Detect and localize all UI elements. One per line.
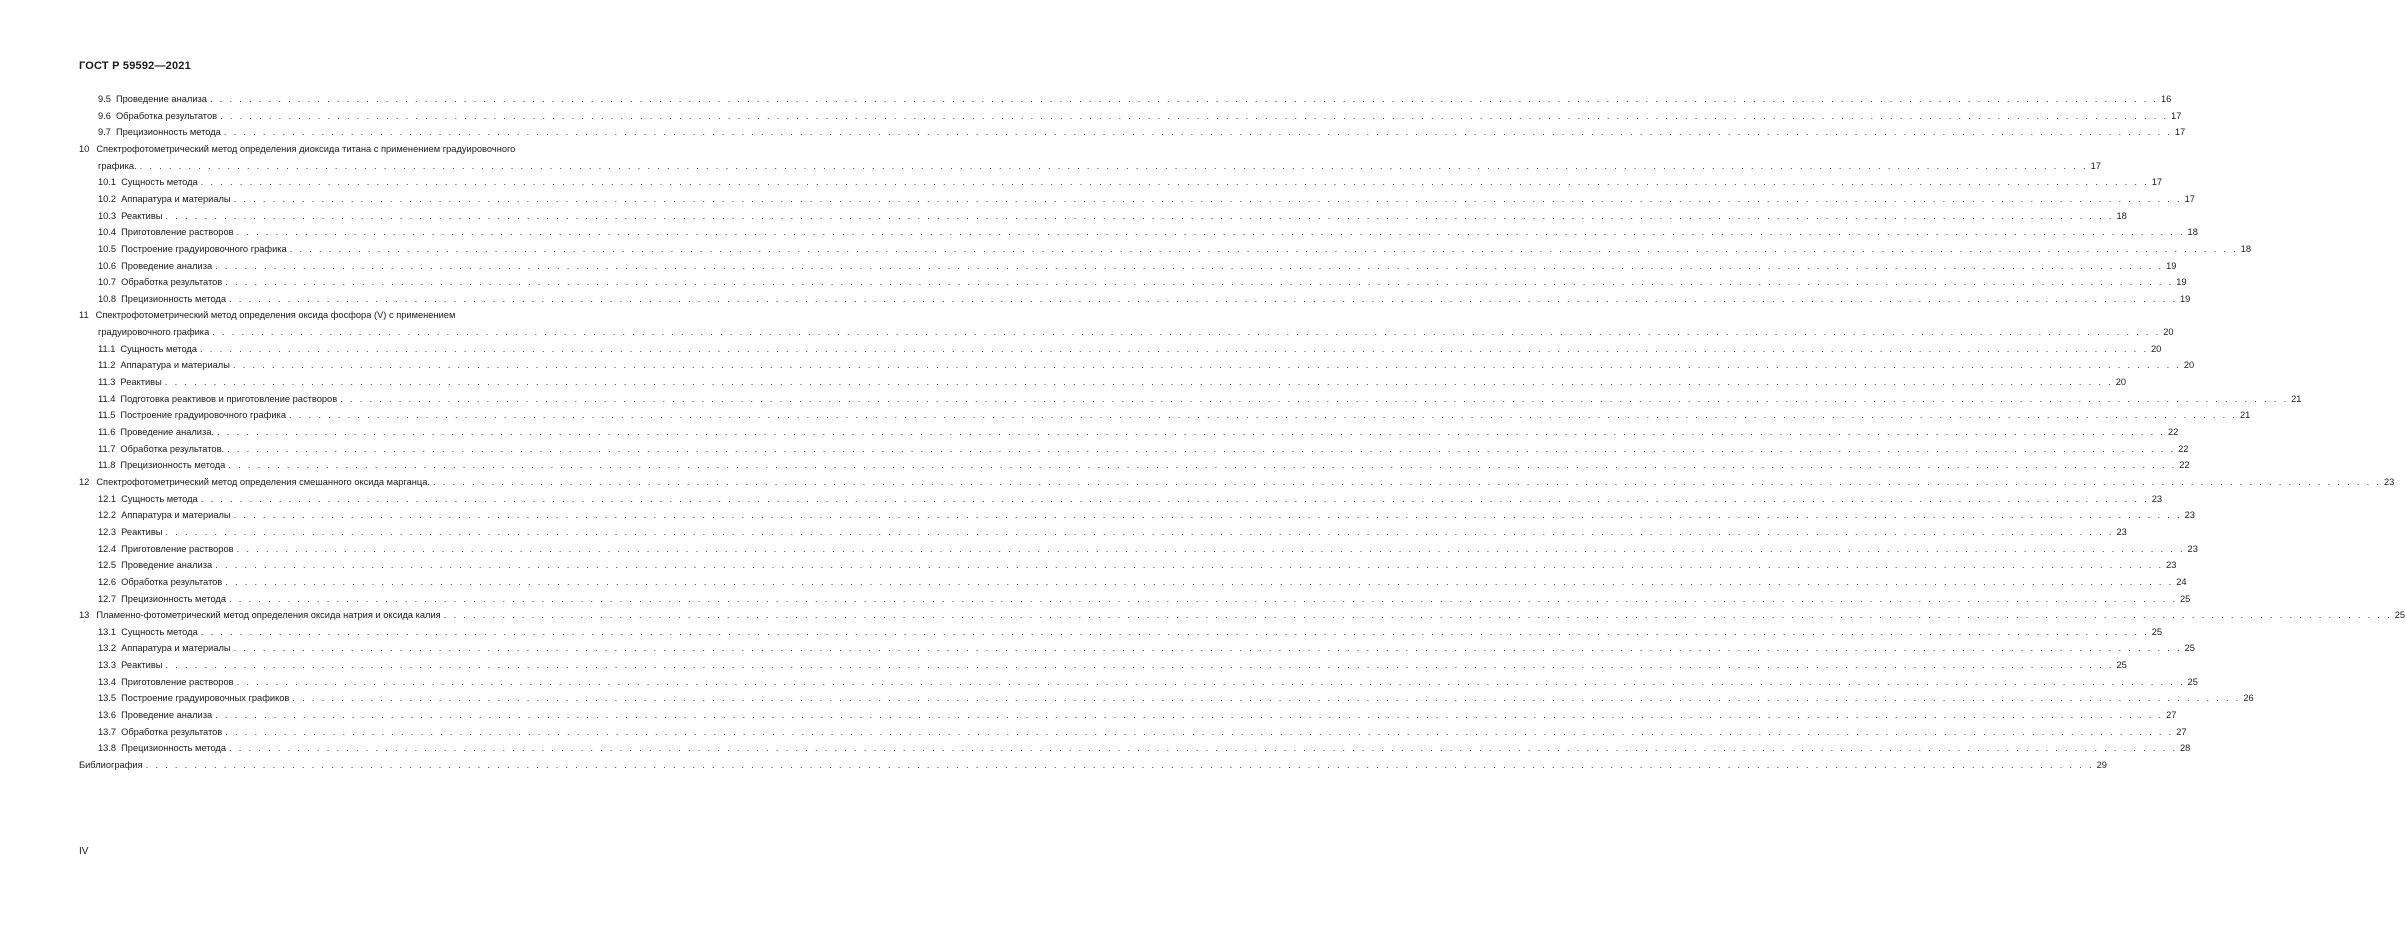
toc-entry-title: Проведение анализа [121, 560, 213, 571]
toc-entry-title: Сущность метода [120, 343, 198, 354]
toc-entry-number: 11.3 [98, 377, 116, 388]
toc-entry-number: 12.2 [98, 510, 117, 521]
toc-entry-title: Аппаратура и материалы [121, 193, 231, 204]
toc-entry-number: 11.5 [98, 410, 116, 421]
toc-entry [98, 708, 2177, 722]
toc-entry-title: Спектрофотометрический метод определения смешанного оксида марганца. [96, 476, 430, 487]
toc-entry-number: 10.1 [98, 177, 117, 188]
toc-entry-title: Прецизионность метода [115, 127, 221, 138]
toc-entry-title: Прецизионность метода [121, 593, 227, 604]
toc-entry-title: графика. [98, 160, 137, 171]
toc-entry [98, 375, 2127, 389]
toc-entry [98, 691, 2254, 705]
toc-entry [79, 758, 2107, 772]
toc-entry-title: Обработка результатов [121, 576, 223, 587]
toc-entry [79, 608, 2405, 622]
toc-dot-leader: . . . . . . . . . . . . . . . . . . . . . . . . . . . . . . . . . . . . . . . . . . . . . . . . . . . . . . . . . . . . . . . . . . . . . . . . . . . . . . . . . . . . . . . . . . . . . . . . . . . . . . . . . . . . . . . . . . . . . . . . . . . . . . . . . . . . . . . . . . . . . . . . . . . . . . . . . . . . . . . . . . . . . . . . . . . . . . . . . . . . . . . . . . . . . . . . . . . . . . . . [145, 760, 2094, 770]
toc-dot-leader: . . . . . . . . . . . . . . . . . . . . . . . . . . . . . . . . . . . . . . . . . . . . . . . . . . . . . . . . . . . . . . . . . . . . . . . . . . . . . . . . . . . . . . . . . . . . . . . . . . . . . . . . . . . . . . . . . . . . . . . . . . . . . . . . . . . . . . . . . . . . . . . . . . . . . . . . . . . . . . . . . . . . . . . . . . . . . . . . . . . . . . . . . . . . . . . . . . . . . . . . [164, 377, 2114, 388]
toc-entry-page: 17 [2174, 127, 2186, 138]
toc-dot-leader: . . . . . . . . . . . . . . . . . . . . . . . . . . . . . . . . . . . . . . . . . . . . . . . . . . . . . . . . . . . . . . . . . . . . . . . . . . . . . . . . . . . . . . . . . . . . . . . . . . . . . . . . . . . . . . . . . . . . . . . . . . . . . . . . . . . . . . . . . . . . . . . . . . . . . . . . . . . . . . . . . . . . . . . . . . . . . . . . . . . . . . . . . . . . . . . . . . . . . . . . [233, 193, 2182, 204]
toc-dot-leader: . . . . . . . . . . . . . . . . . . . . . . . . . . . . . . . . . . . . . . . . . . . . . . . . . . . . . . . . . . . . . . . . . . . . . . . . . . . . . . . . . . . . . . . . . . . . . . . . . . . . . . . . . . . . . . . . . . . . . . . . . . . . . . . . . . . . . . . . . . . . . . . . . . . . . . . . . . . . . . . . . . . . . . . . . . . . . . . . . . . . . . . . . . . . . . . . . . . . . . . . [229, 593, 2178, 604]
page-number: IV [79, 846, 89, 857]
toc-entry [98, 658, 2127, 672]
toc-entry-title: Проведение анализа [115, 94, 207, 104]
toc-entry-number: 10 [79, 143, 90, 154]
toc-entry [98, 508, 2195, 522]
toc-dot-leader: . . . . . . . . . . . . . . . . . . . . . . . . . . . . . . . . . . . . . . . . . . . . . . . . . . . . . . . . . . . . . . . . . . . . . . . . . . . . . . . . . . . . . . . . . . . . . . . . . . . . . . . . . . . . . . . . . . . . . . . . . . . . . . . . . . . . . . . . . . . . . . . . . . . . . . . . . . . . . . . . . . . . . . . . . . . . . . . . . . . . . . . . . . . . . . . . . . . . . . . . [289, 410, 2238, 421]
toc-dot-leader: . . . . . . . . . . . . . . . . . . . . . . . . . . . . . . . . . . . . . . . . . . . . . . . . . . . . . . . . . . . . . . . . . . . . . . . . . . . . . . . . . . . . . . . . . . . . . . . . . . . . . . . . . . . . . . . . . . . . . . . . . . . . . . . . . . . . . . . . . . . . . . . . . . . . . . . . . . . . . . . . . . . . . . . . . . . . . . . . . . . . . . . . . . . . . . . . . . . . . . . . [212, 327, 2161, 338]
toc-entry-number: 11.1 [98, 343, 116, 354]
toc-entry-number: 10.3 [98, 210, 117, 221]
toc-entry-number: 12.3 [98, 526, 117, 537]
toc-entry [98, 159, 2101, 173]
toc-entry-number: 12.4 [98, 543, 117, 554]
toc-entry-title: Пламенно-фотометрический метод определения оксида натрия и оксида калия [96, 610, 441, 621]
toc-entry-page: 23 [2383, 476, 2395, 487]
toc-entry-page: 29 [2096, 760, 2107, 770]
toc-entry-title: Аппаратура и материалы [121, 510, 231, 521]
toc-entry-page: 17 [2171, 110, 2182, 121]
toc-dot-leader: . . . . . . . . . . . . . . . . . . . . . . . . . . . . . . . . . . . . . . . . . . . . . . . . . . . . . . . . . . . . . . . . . . . . . . . . . . . . . . . . . . . . . . . . . . . . . . . . . . . . . . . . . . . . . . . . . . . . . . . . . . . . . . . . . . . . . . . . . . . . . . . . . . . . . . . . . . . . . . . . . . . . . . . . . . . . . . . . . . . . . . . . . . . . . . . . . . . . . . . . [229, 743, 2178, 754]
toc-entry-number: 10.7 [98, 277, 117, 288]
toc-entry-number: 11 [79, 310, 89, 321]
toc-entry-page: 18 [2187, 227, 2198, 238]
toc-entry [98, 592, 2191, 606]
toc-dot-leader: . . . . . . . . . . . . . . . . . . . . . . . . . . . . . . . . . . . . . . . . . . . . . . . . . . . . . . . . . . . . . . . . . . . . . . . . . . . . . . . . . . . . . . . . . . . . . . . . . . . . . . . . . . . . . . . . . . . . . . . . . . . . . . . . . . . . . . . . . . . . . . . . . . . . . . . . . . . . . . . . . . . . . . . . . . . . . . . . . . . . . . . . . . . . . . . . . . . . . . . . [292, 693, 2241, 704]
toc-entry-number: 12 [79, 476, 90, 487]
toc-dot-leader: . . . . . . . . . . . . . . . . . . . . . . . . . . . . . . . . . . . . . . . . . . . . . . . . . . . . . . . . . . . . . . . . . . . . . . . . . . . . . . . . . . . . . . . . . . . . . . . . . . . . . . . . . . . . . . . . . . . . . . . . . . . . . . . . . . . . . . . . . . . . . . . . . . . . . . . . . . . . . . . . . . . . . . . . . . . . . . . . . . . . . . . . . . . . . . . . . . . . . . . . [200, 177, 2150, 188]
toc-dot-leader: . . . . . . . . . . . . . . . . . . . . . . . . . . . . . . . . . . . . . . . . . . . . . . . . . . . . . . . . . . . . . . . . . . . . . . . . . . . . . . . . . . . . . . . . . . . . . . . . . . . . . . . . . . . . . . . . . . . . . . . . . . . . . . . . . . . . . . . . . . . . . . . . . . . . . . . . . . . . . . . . . . . . . . . . . . . . . . . . . . . . . . . . . . . . . . . . . . . . . . . . [215, 260, 2164, 271]
toc-entry [98, 259, 2177, 273]
toc-entry [98, 342, 2162, 356]
toc-entry-page: 18 [2116, 210, 2127, 221]
toc-entry-page: 23 [2187, 543, 2198, 554]
toc-entry-number: 10.6 [98, 260, 117, 271]
toc-entry-page: 21 [2239, 410, 2251, 421]
toc-entry [98, 275, 2187, 289]
toc-entry [98, 109, 2182, 123]
toc-entry-page: 17 [2151, 177, 2163, 188]
toc-dot-leader: . . . . . . . . . . . . . . . . . . . . . . . . . . . . . . . . . . . . . . . . . . . . . . . . . . . . . . . . . . . . . . . . . . . . . . . . . . . . . . . . . . . . . . . . . . . . . . . . . . . . . . . . . . . . . . . . . . . . . . . . . . . . . . . . . . . . . . . . . . . . . . . . . . . . . . . . . . . . . . . . . . . . . . . . . . . . . . . . . . . . . . . . . . . . . . . . . . . . . . . . [443, 610, 2393, 621]
toc-entry [98, 408, 2251, 422]
toc-entry-page: 17 [2184, 193, 2195, 204]
toc-entry-number: 9.6 [98, 110, 111, 121]
toc-dot-leader: . . . . . . . . . . . . . . . . . . . . . . . . . . . . . . . . . . . . . . . . . . . . . . . . . . . . . . . . . . . . . . . . . . . . . . . . . . . . . . . . . . . . . . . . . . . . . . . . . . . . . . . . . . . . . . . . . . . . . . . . . . . . . . . . . . . . . . . . . . . . . . . . . . . . . . . . . . . . . . . . . . . . . . . . . . . . . . . . . . . . . . . . . . . . . . . . . . . . . . . . [232, 360, 2182, 371]
toc-entry-title: Реактивы [121, 210, 163, 221]
toc-entry-page: 27 [2176, 726, 2187, 737]
toc-entry-number: 13.5 [98, 693, 117, 704]
toc-entry-title: Проведение анализа. [120, 427, 215, 437]
toc-entry-number: 13.2 [98, 643, 117, 654]
toc-entry-title: Обработка результатов [121, 726, 223, 737]
toc-entry-page: 26 [2243, 693, 2254, 704]
toc-entry [98, 625, 2163, 639]
toc-dot-leader: . . . . . . . . . . . . . . . . . . . . . . . . . . . . . . . . . . . . . . . . . . . . . . . . . . . . . . . . . . . . . . . . . . . . . . . . . . . . . . . . . . . . . . . . . . . . . . . . . . . . . . . . . . . . . . . . . . . . . . . . . . . . . . . . . . . . . . . . . . . . . . . . . . . . . . . . . . . . . . . . . . . . . . . . . . . . . . . . . . . . . . . . . . . . . . . . . . . . . . . . [432, 476, 2382, 487]
toc-dot-leader: . . . . . . . . . . . . . . . . . . . . . . . . . . . . . . . . . . . . . . . . . . . . . . . . . . . . . . . . . . . . . . . . . . . . . . . . . . . . . . . . . . . . . . . . . . . . . . . . . . . . . . . . . . . . . . . . . . . . . . . . . . . . . . . . . . . . . . . . . . . . . . . . . . . . . . . . . . . . . . . . . . . . . . . . . . . . . . . . . . . . . . . . . . . . . . . . . . . . . . . . [165, 210, 2114, 221]
toc-entry-title: Проведение анализа [121, 260, 213, 271]
toc-entry-title: Прецизионность метода [121, 293, 227, 304]
toc-entry-number: 9.7 [98, 127, 111, 138]
toc-entry-page: 23 [2151, 493, 2163, 504]
toc-dot-leader: . . . . . . . . . . . . . . . . . . . . . . . . . . . . . . . . . . . . . . . . . . . . . . . . . . . . . . . . . . . . . . . . . . . . . . . . . . . . . . . . . . . . . . . . . . . . . . . . . . . . . . . . . . . . . . . . . . . . . . . . . . . . . . . . . . . . . . . . . . . . . . . . . . . . . . . . . . . . . . . . . . . . . . . . . . . . . . . . . . . . . . . . . . . . . . . . . . . . . . . . [223, 127, 2173, 138]
toc-entry-title: Аппаратура и материалы [121, 643, 231, 654]
toc-entry-title: Приготовление растворов [121, 543, 234, 554]
toc-entry-number: 11.4 [98, 393, 116, 404]
toc-dot-leader: . . . . . . . . . . . . . . . . . . . . . . . . . . . . . . . . . . . . . . . . . . . . . . . . . . . . . . . . . . . . . . . . . . . . . . . . . . . . . . . . . . . . . . . . . . . . . . . . . . . . . . . . . . . . . . . . . . . . . . . . . . . . . . . . . . . . . . . . . . . . . . . . . . . . . . . . . . . . . . . . . . . . . . . . . . . . . . . . . . . . . . . . . . . . . . . . . . . . . . . . [217, 427, 2166, 437]
toc-entry [98, 92, 2172, 106]
toc-dot-leader: . . . . . . . . . . . . . . . . . . . . . . . . . . . . . . . . . . . . . . . . . . . . . . . . . . . . . . . . . . . . . . . . . . . . . . . . . . . . . . . . . . . . . . . . . . . . . . . . . . . . . . . . . . . . . . . . . . . . . . . . . . . . . . . . . . . . . . . . . . . . . . . . . . . . . . . . . . . . . . . . . . . . . . . . . . . . . . . . . . . . . . . . . . . . . . . . . . . . . . . . [139, 160, 2088, 171]
toc-entry-title: Приготовление растворов [121, 676, 234, 687]
toc-dot-leader: . . . . . . . . . . . . . . . . . . . . . . . . . . . . . . . . . . . . . . . . . . . . . . . . . . . . . . . . . . . . . . . . . . . . . . . . . . . . . . . . . . . . . . . . . . . . . . . . . . . . . . . . . . . . . . . . . . . . . . . . . . . . . . . . . . . . . . . . . . . . . . . . . . . . . . . . . . . . . . . . . . . . . . . . . . . . . . . . . . . . . . . . . . . . . . . . . . . . . . . . [200, 343, 2149, 354]
toc-entry-number: 10.4 [98, 227, 117, 238]
toc-entry [98, 358, 2195, 372]
toc-entry-number: 12.7 [98, 593, 117, 604]
toc-entry-title: Библиография [79, 760, 143, 770]
toc-dot-leader: . . . . . . . . . . . . . . . . . . . . . . . . . . . . . . . . . . . . . . . . . . . . . . . . . . . . . . . . . . . . . . . . . . . . . . . . . . . . . . . . . . . . . . . . . . . . . . . . . . . . . . . . . . . . . . . . . . . . . . . . . . . . . . . . . . . . . . . . . . . . . . . . . . . . . . . . . . . . . . . . . . . . . . . . . . . . . . . . . . . . . . . . . . . . . . . . . . . . . . . . [225, 277, 2174, 288]
toc-entry-number: 13.4 [98, 676, 117, 687]
toc-entry-page: 25 [2184, 643, 2195, 654]
toc-dot-leader: . . . . . . . . . . . . . . . . . . . . . . . . . . . . . . . . . . . . . . . . . . . . . . . . . . . . . . . . . . . . . . . . . . . . . . . . . . . . . . . . . . . . . . . . . . . . . . . . . . . . . . . . . . . . . . . . . . . . . . . . . . . . . . . . . . . . . . . . . . . . . . . . . . . . . . . . . . . . . . . . . . . . . . . . . . . . . . . . . . . . . . . . . . . . . . . . . . . . . . . . [289, 243, 2239, 254]
toc-dot-leader: . . . . . . . . . . . . . . . . . . . . . . . . . . . . . . . . . . . . . . . . . . . . . . . . . . . . . . . . . . . . . . . . . . . . . . . . . . . . . . . . . . . . . . . . . . . . . . . . . . . . . . . . . . . . . . . . . . . . . . . . . . . . . . . . . . . . . . . . . . . . . . . . . . . . . . . . . . . . . . . . . . . . . . . . . . . . . . . . . . . . . . . . . . . . . . . . . . . . . . . . [236, 676, 2185, 687]
toc-entry-title: Построение градуировочных графиков [121, 693, 290, 704]
toc-entry-page: 20 [2183, 360, 2195, 371]
toc-dot-leader: . . . . . . . . . . . . . . . . . . . . . . . . . . . . . . . . . . . . . . . . . . . . . . . . . . . . . . . . . . . . . . . . . . . . . . . . . . . . . . . . . . . . . . . . . . . . . . . . . . . . . . . . . . . . . . . . . . . . . . . . . . . . . . . . . . . . . . . . . . . . . . . . . . . . . . . . . . . . . . . . . . . . . . . . . . . . . . . . . . . . . . . . . . . . . . . . . . . . . . . . [200, 626, 2150, 637]
toc-entry-page: 16 [2160, 94, 2172, 104]
toc-entry-page: 23 [2116, 526, 2127, 537]
page-header: ГОСТ Р 59592—2021 [79, 60, 191, 72]
toc-entry-title: Сущность метода [121, 626, 198, 637]
toc-entry-number: 13.7 [98, 726, 117, 737]
toc-entry-number: 9.5 [98, 94, 111, 104]
toc-entry [98, 442, 2189, 456]
toc-entry [98, 209, 2127, 223]
toc-entry-number: 11.6 [98, 427, 116, 437]
toc-entry [98, 392, 2302, 406]
toc-entry [98, 125, 2186, 139]
toc-entry-number: 13 [79, 610, 90, 621]
toc-dot-leader: . . . . . . . . . . . . . . . . . . . . . . . . . . . . . . . . . . . . . . . . . . . . . . . . . . . . . . . . . . . . . . . . . . . . . . . . . . . . . . . . . . . . . . . . . . . . . . . . . . . . . . . . . . . . . . . . . . . . . . . . . . . . . . . . . . . . . . . . . . . . . . . . . . . . . . . . . . . . . . . . . . . . . . . . . . . . . . . . . . . . . . . . . . . . . . . . . . . . . . . . [233, 510, 2182, 521]
toc-entry-page: 22 [2178, 443, 2189, 454]
toc-entry-page: 19 [2180, 293, 2191, 304]
toc-entry-title: Спектрофотометрический метод определения оксида фосфора (V) с применением [95, 310, 456, 321]
toc-entry [98, 558, 2177, 572]
toc-entry-title: Обработка результатов [121, 277, 223, 288]
toc-entry-page: 24 [2176, 576, 2187, 587]
toc-entry [79, 308, 614, 322]
toc-entry [98, 242, 2252, 256]
toc-entry-page: 22 [2167, 427, 2179, 437]
toc-entry [98, 225, 2198, 239]
toc-entry-page: 25 [2394, 610, 2405, 621]
toc-entry [98, 175, 2163, 189]
toc-entry-number: 12.5 [98, 560, 117, 571]
toc-entry-title: Построение градуировочного графика [120, 410, 287, 421]
toc-entry-title: Реактивы [121, 660, 163, 671]
toc-entry-page: 25 [2187, 676, 2198, 687]
toc-dot-leader: . . . . . . . . . . . . . . . . . . . . . . . . . . . . . . . . . . . . . . . . . . . . . . . . . . . . . . . . . . . . . . . . . . . . . . . . . . . . . . . . . . . . . . . . . . . . . . . . . . . . . . . . . . . . . . . . . . . . . . . . . . . . . . . . . . . . . . . . . . . . . . . . . . . . . . . . . . . . . . . . . . . . . . . . . . . . . . . . . . . . . . . . . . . . . . . . . . . . . . . . [225, 576, 2174, 587]
toc-entry [98, 492, 2163, 506]
toc-entry-title: Приготовление растворов [121, 227, 234, 238]
toc-dot-leader: . . . . . . . . . . . . . . . . . . . . . . . . . . . . . . . . . . . . . . . . . . . . . . . . . . . . . . . . . . . . . . . . . . . . . . . . . . . . . . . . . . . . . . . . . . . . . . . . . . . . . . . . . . . . . . . . . . . . . . . . . . . . . . . . . . . . . . . . . . . . . . . . . . . . . . . . . . . . . . . . . . . . . . . . . . . . . . . . . . . . . . . . . . . . . . . . . . . . . . . . [200, 493, 2150, 504]
toc-entry-page: 19 [2166, 260, 2177, 271]
toc-entry-page: 25 [2180, 593, 2191, 604]
toc-entry [98, 575, 2187, 589]
toc-entry-number: 10.5 [98, 243, 117, 254]
toc-entry [98, 292, 2191, 306]
toc-entry-number: 13.6 [98, 710, 117, 721]
toc-entry-page: 18 [2240, 243, 2252, 254]
toc-entry-number: 11.7 [98, 443, 116, 454]
toc-entry-page: 17 [2090, 160, 2101, 171]
toc-entry [79, 142, 614, 156]
toc-entry-page: 20 [2163, 327, 2174, 338]
toc-entry [98, 725, 2187, 739]
toc-entry-title: Прецизионность метода [121, 743, 227, 754]
toc-entry-page: 20 [2115, 377, 2127, 388]
toc-dot-leader: . . . . . . . . . . . . . . . . . . . . . . . . . . . . . . . . . . . . . . . . . . . . . . . . . . . . . . . . . . . . . . . . . . . . . . . . . . . . . . . . . . . . . . . . . . . . . . . . . . . . . . . . . . . . . . . . . . . . . . . . . . . . . . . . . . . . . . . . . . . . . . . . . . . . . . . . . . . . . . . . . . . . . . . . . . . . . . . . . . . . . . . . . . . . . . . . . . . . . . . . [209, 94, 2159, 104]
toc-entry-title: Прецизионность метода [120, 460, 226, 471]
toc-entry-title: Сущность метода [121, 177, 198, 188]
toc-dot-leader: . . . . . . . . . . . . . . . . . . . . . . . . . . . . . . . . . . . . . . . . . . . . . . . . . . . . . . . . . . . . . . . . . . . . . . . . . . . . . . . . . . . . . . . . . . . . . . . . . . . . . . . . . . . . . . . . . . . . . . . . . . . . . . . . . . . . . . . . . . . . . . . . . . . . . . . . . . . . . . . . . . . . . . . . . . . . . . . . . . . . . . . . . . . . . . . . . . . . . . . . [229, 293, 2178, 304]
toc-entry-title: Реактивы [120, 377, 162, 388]
toc-entry-page: 28 [2180, 743, 2191, 754]
toc-entry [98, 425, 2179, 439]
toc-entry-title: Проведение анализа [121, 710, 213, 721]
toc-dot-leader: . . . . . . . . . . . . . . . . . . . . . . . . . . . . . . . . . . . . . . . . . . . . . . . . . . . . . . . . . . . . . . . . . . . . . . . . . . . . . . . . . . . . . . . . . . . . . . . . . . . . . . . . . . . . . . . . . . . . . . . . . . . . . . . . . . . . . . . . . . . . . . . . . . . . . . . . . . . . . . . . . . . . . . . . . . . . . . . . . . . . . . . . . . . . . . . . . . . . . . . . [165, 526, 2114, 537]
toc-entry-number: 11.8 [98, 460, 116, 471]
toc-entry-title: Подготовка реактивов и приготовление растворов [120, 393, 338, 404]
toc-entry-title: Реактивы [121, 526, 163, 537]
toc-dot-leader: . . . . . . . . . . . . . . . . . . . . . . . . . . . . . . . . . . . . . . . . . . . . . . . . . . . . . . . . . . . . . . . . . . . . . . . . . . . . . . . . . . . . . . . . . . . . . . . . . . . . . . . . . . . . . . . . . . . . . . . . . . . . . . . . . . . . . . . . . . . . . . . . . . . . . . . . . . . . . . . . . . . . . . . . . . . . . . . . . . . . . . . . . . . . . . . . . . . . . . . . [227, 443, 2176, 454]
toc-entry-number: 10.8 [98, 293, 117, 304]
toc-entry-page: 27 [2166, 710, 2177, 721]
toc-entry-title: Обработка результатов. [120, 443, 225, 454]
toc-dot-leader: . . . . . . . . . . . . . . . . . . . . . . . . . . . . . . . . . . . . . . . . . . . . . . . . . . . . . . . . . . . . . . . . . . . . . . . . . . . . . . . . . . . . . . . . . . . . . . . . . . . . . . . . . . . . . . . . . . . . . . . . . . . . . . . . . . . . . . . . . . . . . . . . . . . . . . . . . . . . . . . . . . . . . . . . . . . . . . . . . . . . . . . . . . . . . . . . . . . . . . . . [340, 393, 2289, 404]
toc-entry [98, 542, 2198, 556]
toc-entry-title: Построение градуировочного графика [121, 243, 287, 254]
toc-entry-number: 13.8 [98, 743, 117, 754]
toc-entry-title: Спектрофотометрический метод определения диоксида титана с применением градуировочного [96, 143, 516, 154]
toc-entry-title: Аппаратура и материалы [120, 360, 230, 371]
toc-dot-leader: . . . . . . . . . . . . . . . . . . . . . . . . . . . . . . . . . . . . . . . . . . . . . . . . . . . . . . . . . . . . . . . . . . . . . . . . . . . . . . . . . . . . . . . . . . . . . . . . . . . . . . . . . . . . . . . . . . . . . . . . . . . . . . . . . . . . . . . . . . . . . . . . . . . . . . . . . . . . . . . . . . . . . . . . . . . . . . . . . . . . . . . . . . . . . . . . . . . . . . . . [236, 227, 2185, 238]
toc-entry-page: 23 [2166, 560, 2177, 571]
toc-entry [98, 525, 2127, 539]
toc-dot-leader: . . . . . . . . . . . . . . . . . . . . . . . . . . . . . . . . . . . . . . . . . . . . . . . . . . . . . . . . . . . . . . . . . . . . . . . . . . . . . . . . . . . . . . . . . . . . . . . . . . . . . . . . . . . . . . . . . . . . . . . . . . . . . . . . . . . . . . . . . . . . . . . . . . . . . . . . . . . . . . . . . . . . . . . . . . . . . . . . . . . . . . . . . . . . . . . . . . . . . . . . [225, 726, 2174, 737]
toc-entry-number: 12.6 [98, 576, 117, 587]
toc-dot-leader: . . . . . . . . . . . . . . . . . . . . . . . . . . . . . . . . . . . . . . . . . . . . . . . . . . . . . . . . . . . . . . . . . . . . . . . . . . . . . . . . . . . . . . . . . . . . . . . . . . . . . . . . . . . . . . . . . . . . . . . . . . . . . . . . . . . . . . . . . . . . . . . . . . . . . . . . . . . . . . . . . . . . . . . . . . . . . . . . . . . . . . . . . . . . . . . . . . . . . . . . [228, 460, 2177, 471]
toc-entry [98, 741, 2191, 755]
toc-dot-leader: . . . . . . . . . . . . . . . . . . . . . . . . . . . . . . . . . . . . . . . . . . . . . . . . . . . . . . . . . . . . . . . . . . . . . . . . . . . . . . . . . . . . . . . . . . . . . . . . . . . . . . . . . . . . . . . . . . . . . . . . . . . . . . . . . . . . . . . . . . . . . . . . . . . . . . . . . . . . . . . . . . . . . . . . . . . . . . . . . . . . . . . . . . . . . . . . . . . . . . . . [215, 560, 2164, 571]
toc-dot-leader: . . . . . . . . . . . . . . . . . . . . . . . . . . . . . . . . . . . . . . . . . . . . . . . . . . . . . . . . . . . . . . . . . . . . . . . . . . . . . . . . . . . . . . . . . . . . . . . . . . . . . . . . . . . . . . . . . . . . . . . . . . . . . . . . . . . . . . . . . . . . . . . . . . . . . . . . . . . . . . . . . . . . . . . . . . . . . . . . . . . . . . . . . . . . . . . . . . . . . . . . [236, 543, 2185, 554]
toc-entry [98, 675, 2198, 689]
toc-entry-number: 13.1 [98, 626, 117, 637]
toc-dot-leader: . . . . . . . . . . . . . . . . . . . . . . . . . . . . . . . . . . . . . . . . . . . . . . . . . . . . . . . . . . . . . . . . . . . . . . . . . . . . . . . . . . . . . . . . . . . . . . . . . . . . . . . . . . . . . . . . . . . . . . . . . . . . . . . . . . . . . . . . . . . . . . . . . . . . . . . . . . . . . . . . . . . . . . . . . . . . . . . . . . . . . . . . . . . . . . . . . . . . . . . . [220, 110, 2169, 121]
toc-entry-title: Сущность метода [121, 493, 198, 504]
toc-entry [79, 475, 2395, 489]
toc-entry [98, 458, 2190, 472]
toc-entry-page: 25 [2116, 660, 2127, 671]
toc-entry-title: Обработка результатов [115, 110, 218, 121]
toc-entry-number: 10.2 [98, 193, 117, 204]
toc-entry-number: 13.3 [98, 660, 117, 671]
toc-dot-leader: . . . . . . . . . . . . . . . . . . . . . . . . . . . . . . . . . . . . . . . . . . . . . . . . . . . . . . . . . . . . . . . . . . . . . . . . . . . . . . . . . . . . . . . . . . . . . . . . . . . . . . . . . . . . . . . . . . . . . . . . . . . . . . . . . . . . . . . . . . . . . . . . . . . . . . . . . . . . . . . . . . . . . . . . . . . . . . . . . . . . . . . . . . . . . . . . . . . . . . . . [233, 643, 2182, 654]
toc-entry-page: 23 [2184, 510, 2195, 521]
toc-entry-number: 12.1 [98, 493, 117, 504]
toc-dot-leader: . . . . . . . . . . . . . . . . . . . . . . . . . . . . . . . . . . . . . . . . . . . . . . . . . . . . . . . . . . . . . . . . . . . . . . . . . . . . . . . . . . . . . . . . . . . . . . . . . . . . . . . . . . . . . . . . . . . . . . . . . . . . . . . . . . . . . . . . . . . . . . . . . . . . . . . . . . . . . . . . . . . . . . . . . . . . . . . . . . . . . . . . . . . . . . . . . . . . . . . . [165, 660, 2114, 671]
toc-entry-page: 22 [2179, 460, 2190, 471]
toc-entry [98, 325, 2174, 339]
toc-entry-number: 11.2 [98, 360, 116, 371]
toc-dot-leader: . . . . . . . . . . . . . . . . . . . . . . . . . . . . . . . . . . . . . . . . . . . . . . . . . . . . . . . . . . . . . . . . . . . . . . . . . . . . . . . . . . . . . . . . . . . . . . . . . . . . . . . . . . . . . . . . . . . . . . . . . . . . . . . . . . . . . . . . . . . . . . . . . . . . . . . . . . . . . . . . . . . . . . . . . . . . . . . . . . . . . . . . . . . . . . . . . . . . . . . . [215, 710, 2164, 721]
toc-entry [98, 192, 2195, 206]
toc-entry-page: 25 [2151, 626, 2163, 637]
toc-entry-page: 21 [2291, 393, 2302, 404]
toc-entry-title: градуировочного графика [98, 327, 210, 338]
toc-entry-page: 20 [2151, 343, 2162, 354]
toc-entry [98, 641, 2195, 655]
toc-entry-page: 19 [2176, 277, 2187, 288]
